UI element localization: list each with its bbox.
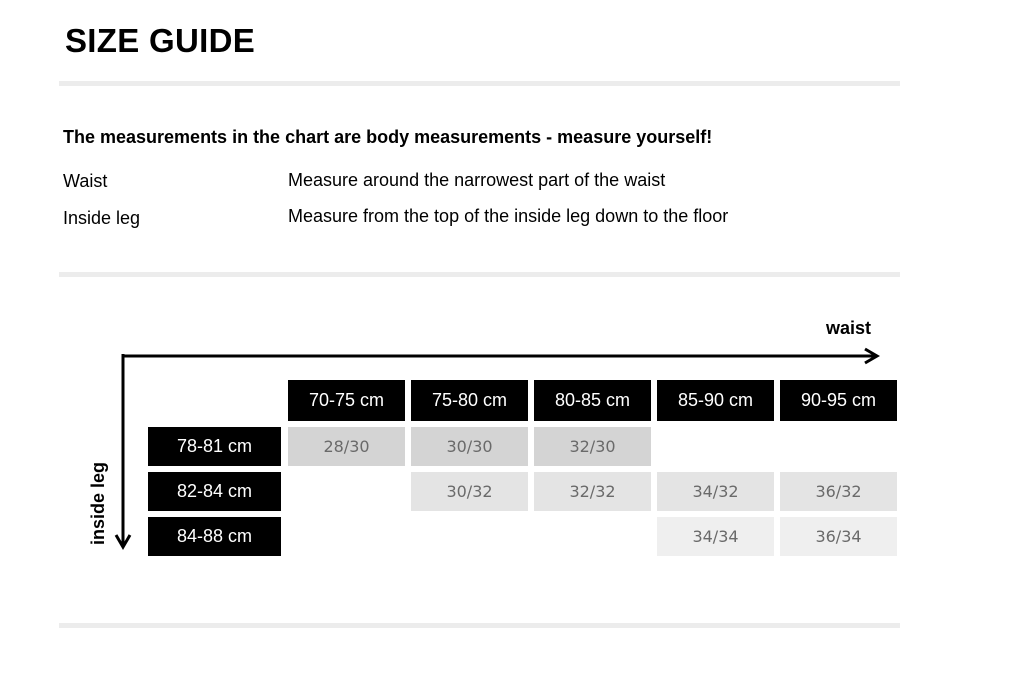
size-cell: 28/30 bbox=[288, 427, 405, 466]
waist-size-header: 75-80 cm bbox=[411, 380, 528, 421]
size-cell: 32/30 bbox=[534, 427, 651, 466]
size-cell: 32/32 bbox=[534, 472, 651, 511]
page-title: SIZE GUIDE bbox=[65, 22, 256, 59]
y-axis-arrow bbox=[116, 354, 130, 547]
measurement-label-inside-leg: Inside leg bbox=[63, 208, 141, 228]
y-axis-label: inside leg bbox=[88, 461, 108, 545]
inside-leg-size-header: 82-84 cm bbox=[148, 472, 281, 511]
inside-leg-size-header: 84-88 cm bbox=[148, 517, 281, 556]
size-cell: 36/34 bbox=[780, 517, 897, 556]
waist-size-header: 70-75 cm bbox=[288, 380, 405, 421]
size-cell: 34/34 bbox=[657, 517, 774, 556]
inside-leg-size-header: 78-81 cm bbox=[148, 427, 281, 466]
divider bbox=[59, 623, 900, 628]
intro-text: The measurements in the chart are body measurements - measure yourself! bbox=[63, 127, 713, 147]
size-cell: 30/32 bbox=[411, 472, 528, 511]
measurement-description-inside-leg: Measure from the top of the inside leg down to the floor bbox=[288, 206, 729, 226]
measurement-description-waist: Measure around the narrowest part of the waist bbox=[288, 170, 666, 190]
x-axis-label: waist bbox=[826, 318, 872, 338]
waist-size-header: 80-85 cm bbox=[534, 380, 651, 421]
waist-size-header: 85-90 cm bbox=[657, 380, 774, 421]
size-cell: 36/32 bbox=[780, 472, 897, 511]
size-cell: 30/30 bbox=[411, 427, 528, 466]
measurement-label-waist: Waist bbox=[63, 171, 108, 191]
waist-size-header: 90-95 cm bbox=[780, 380, 897, 421]
size-cell: 34/32 bbox=[657, 472, 774, 511]
x-axis-arrow bbox=[123, 349, 877, 363]
